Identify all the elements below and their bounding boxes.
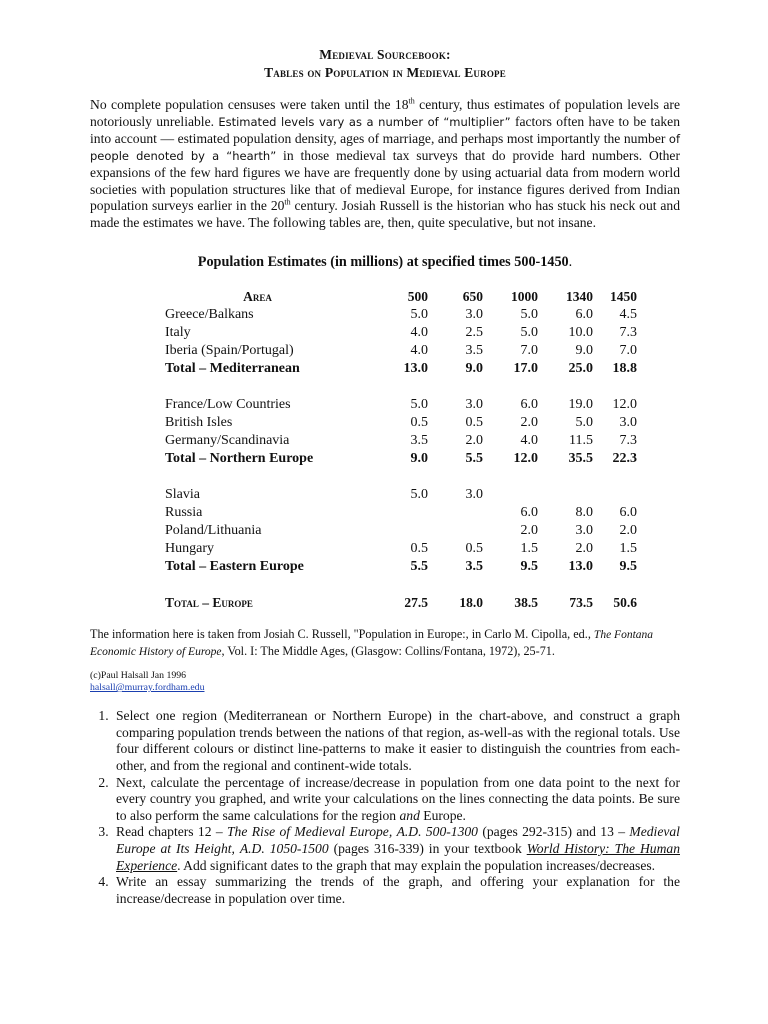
value-cell: 22.3 xyxy=(612,451,637,467)
value-cell: 7.3 xyxy=(619,325,637,341)
task-item-1 xyxy=(112,708,680,774)
value-cell: 4.0 xyxy=(520,433,538,449)
task-item-2 xyxy=(112,775,680,825)
value-cell: 13.0 xyxy=(568,559,593,575)
area-cell: France/Low Countries xyxy=(165,397,291,413)
value-cell: 7.0 xyxy=(520,343,538,359)
area-cell: Total – Mediterranean xyxy=(165,361,300,377)
table-spacer-row xyxy=(165,576,637,594)
credit-line: (c)Paul Halsall Jan 1996 xyxy=(90,670,187,682)
table-row xyxy=(165,396,637,414)
area-cell: Russia xyxy=(165,505,203,521)
value-cell xyxy=(395,522,428,540)
intro-text-4: factors often have to be taken into account — estimated population density, ages of marriage, and perhaps most importantly the number xyxy=(90,113,680,146)
value-cell: 9.5 xyxy=(520,559,538,575)
intro-sup-2: th xyxy=(284,197,291,207)
value-cell: 6.0 xyxy=(619,505,637,521)
total-row xyxy=(165,360,637,378)
area-cell: Hungary xyxy=(165,541,214,557)
area-cell: Iberia (Spain/Portugal) xyxy=(165,343,294,359)
table-row xyxy=(165,504,637,522)
task-3-text-i: (pages 316-339) in your textbook xyxy=(328,841,527,856)
value-cell: 5.0 xyxy=(520,307,538,323)
value-cell: 35.5 xyxy=(568,451,593,467)
table-title-text: Population Estimates (in millions) at specified times 500-1450 xyxy=(197,254,569,271)
title-line-1: Medieval Sourcebook: xyxy=(319,47,451,62)
value-cell: 2.0 xyxy=(520,523,538,539)
table-row xyxy=(165,342,637,360)
document-title xyxy=(90,46,680,82)
value-cell: 9.0 xyxy=(575,343,593,359)
value-cell: 3.5 xyxy=(465,343,483,359)
area-cell: Italy xyxy=(165,325,191,341)
value-cell: 18.0 xyxy=(459,595,483,611)
task-3-text-d: 500-1300 xyxy=(421,824,478,840)
value-cell: 3.0 xyxy=(575,523,593,539)
value-cell: 500 xyxy=(407,289,428,305)
value-cell: 1450 xyxy=(610,289,637,305)
source-book-title: The Fontana Economic History of Europe xyxy=(90,629,654,659)
task-3-text-c: A.D. xyxy=(396,824,422,840)
intro-text-2: century, thus estimates of population levels are notoriously unreliable. xyxy=(90,97,680,129)
value-cell: 5.0 xyxy=(410,397,428,413)
task-3-text-b: The Rise of Medieval Europe, xyxy=(227,824,397,840)
intro-sup-1: th xyxy=(408,96,415,106)
table-row xyxy=(165,432,637,450)
value-cell: 5.5 xyxy=(410,559,428,575)
value-cell: 9.5 xyxy=(619,559,637,575)
value-cell: 2.0 xyxy=(520,415,538,431)
value-cell: 17.0 xyxy=(513,361,538,377)
value-cell: 25.0 xyxy=(568,361,593,377)
value-cell: 0.5 xyxy=(465,541,483,557)
value-cell: 650 xyxy=(462,289,483,305)
value-cell: 6.0 xyxy=(520,397,538,413)
table-row xyxy=(165,324,637,342)
table-row xyxy=(165,540,637,558)
value-cell: 6.0 xyxy=(520,505,538,521)
value-cell: 7.0 xyxy=(619,343,637,359)
task-3-text-f: Medieval Europe at Its Height, xyxy=(116,824,680,856)
value-cell xyxy=(538,486,593,504)
table-row xyxy=(165,486,637,504)
table-title-period: . xyxy=(568,254,573,271)
value-cell: 10.0 xyxy=(568,325,593,341)
value-cell: 13.0 xyxy=(403,361,428,377)
value-cell: 4.0 xyxy=(410,325,428,341)
value-cell: 1340 xyxy=(566,289,593,305)
intro-text-5: of people denoted by a “hearth” xyxy=(90,131,680,163)
task-3-text-e: (pages 292-315) and 13 – xyxy=(477,824,630,840)
value-cell: 3.5 xyxy=(410,433,428,449)
task-3-textbook-title: World History: The Human Experience xyxy=(116,841,680,873)
area-cell: Total – Northern Europe xyxy=(165,451,314,467)
value-cell: 27.5 xyxy=(404,595,428,611)
grand-total-row xyxy=(165,594,637,612)
value-cell: 1.5 xyxy=(520,541,538,557)
total-row xyxy=(165,450,637,468)
area-cell: Germany/Scandinavia xyxy=(165,433,290,449)
value-cell: 5.0 xyxy=(575,415,593,431)
table-row xyxy=(165,306,637,324)
area-cell: Greece/Balkans xyxy=(165,307,254,323)
table-title xyxy=(90,254,680,271)
value-cell: 6.0 xyxy=(575,307,593,323)
value-cell: 12.0 xyxy=(612,397,637,413)
value-cell: 4.5 xyxy=(619,307,637,323)
population-table xyxy=(165,288,637,612)
source-rest: , Vol. I: The Middle Ages, (Glasgow: Collins/Fontana, 1972), 25-71. xyxy=(221,644,555,659)
spacer-cell xyxy=(165,576,637,594)
value-cell: 9.0 xyxy=(465,361,483,377)
value-cell: 5.0 xyxy=(520,325,538,341)
intro-paragraph xyxy=(90,97,680,232)
intro-text-1: No complete population censuses were taken until the 18 xyxy=(90,97,409,112)
total-row xyxy=(165,558,637,576)
value-cell: 73.5 xyxy=(569,595,593,611)
value-cell: 2.0 xyxy=(619,523,637,539)
document-page xyxy=(90,46,680,907)
task-4-text: Write an essay summarizing the trends of the graph, and offering your explanation for the increase/decrease in population over time. xyxy=(116,874,680,906)
value-cell: 0.5 xyxy=(465,415,483,431)
value-cell: 12.0 xyxy=(513,451,538,467)
intro-text-3: Estimated levels vary as a number of “multiplier” xyxy=(218,114,511,129)
task-3-text-h: 1050-1500 xyxy=(264,841,329,856)
task-3-text-a: Read chapters 12 – xyxy=(116,824,227,840)
assignment-list xyxy=(90,708,680,907)
area-cell: Area xyxy=(243,289,272,305)
value-cell: 2.0 xyxy=(575,541,593,557)
value-cell: 18.8 xyxy=(612,361,637,377)
table-row xyxy=(165,414,637,432)
value-cell: 2.5 xyxy=(465,325,483,341)
value-cell: 2.0 xyxy=(465,433,483,449)
spacer-cell xyxy=(165,378,637,396)
value-cell: 11.5 xyxy=(569,433,593,449)
task-3-text-k: . Add significant dates to the graph that may explain the population increases/decreases. xyxy=(177,857,656,873)
value-cell: 19.0 xyxy=(568,397,593,413)
area-cell: British Isles xyxy=(165,415,233,431)
value-cell: 7.3 xyxy=(619,433,637,449)
intro-text-7: century. Josiah Russell is the historian who has stuck his neck out and made the estimates we have. The following tables are, then, quite speculative, but not insane. xyxy=(90,198,681,231)
intro-text-6: in those medieval tax surveys that do provide hard numbers. Other expansions of the few hard figures we have are frequently done by using actuarial data from modern world societies with population structures like that of medieval Europe, for instance figures derived from Indian population surveys earlier in the 20 xyxy=(90,147,680,214)
area-cell: Total – Europe xyxy=(165,595,253,611)
value-cell: 3.5 xyxy=(465,559,483,575)
value-cell: 0.5 xyxy=(410,541,428,557)
table-spacer-row xyxy=(165,468,637,486)
task-1-text: Select one region (Mediterranean or Northern Europe) in the chart-above, and construct a graph comparing population trends between the nations of that region, as-well-as with the regional totals. Use four different colours or distinct line-patterns to make it easier to distinguish the countries from each-other, and from the regional and continent-wide totals. xyxy=(116,708,680,774)
task-2-text-a: Next, calculate the percentage of increase/decrease in population from one data point to the next for every country you graphed, and write your calculations on the lines connecting the data points. Be sure to also perform the same calculations for the region xyxy=(116,774,680,823)
value-cell: 5.0 xyxy=(410,487,428,503)
value-cell: 9.0 xyxy=(410,451,428,467)
area-cell: Total – Eastern Europe xyxy=(165,559,304,575)
value-cell: 5.0 xyxy=(410,307,428,323)
title-line-2: Tables on Population in Medieval Europe xyxy=(264,65,506,80)
task-2-text-c: Europe. xyxy=(419,807,466,823)
value-cell xyxy=(483,486,538,504)
value-cell: 38.5 xyxy=(514,595,538,611)
table-spacer-row xyxy=(165,378,637,396)
area-cell: Poland/Lithuania xyxy=(165,523,262,539)
value-cell: 8.0 xyxy=(575,505,593,521)
value-cell xyxy=(593,486,637,504)
email-link[interactable]: halsall@murray.fordham.edu xyxy=(90,682,205,694)
value-cell: 3.0 xyxy=(465,307,483,323)
source-text: The information here is taken from Josiah C. Russell, "Population in Europe:, in Carlo M. Cipolla, ed., xyxy=(90,627,594,642)
source-citation xyxy=(90,626,680,660)
credit-block xyxy=(90,670,680,694)
table-header-row xyxy=(165,288,637,306)
value-cell: 50.6 xyxy=(613,595,637,611)
value-cell: 4.0 xyxy=(410,343,428,359)
task-item-4 xyxy=(112,874,680,907)
value-cell: 5.5 xyxy=(465,451,483,467)
value-cell xyxy=(395,504,428,522)
value-cell: 3.0 xyxy=(619,415,637,431)
area-cell: Slavia xyxy=(165,487,200,503)
value-cell xyxy=(428,522,483,540)
value-cell: 3.0 xyxy=(465,487,483,503)
value-cell: 3.0 xyxy=(465,397,483,413)
value-cell xyxy=(428,504,483,522)
spacer-cell xyxy=(165,468,637,486)
task-3-text-g: A.D. xyxy=(239,841,265,856)
value-cell: 1000 xyxy=(511,289,538,305)
task-2-text-b: and xyxy=(399,807,420,823)
value-cell: 0.5 xyxy=(410,415,428,431)
table-row xyxy=(165,522,637,540)
value-cell: 1.5 xyxy=(619,541,637,557)
task-item-3 xyxy=(112,824,680,874)
